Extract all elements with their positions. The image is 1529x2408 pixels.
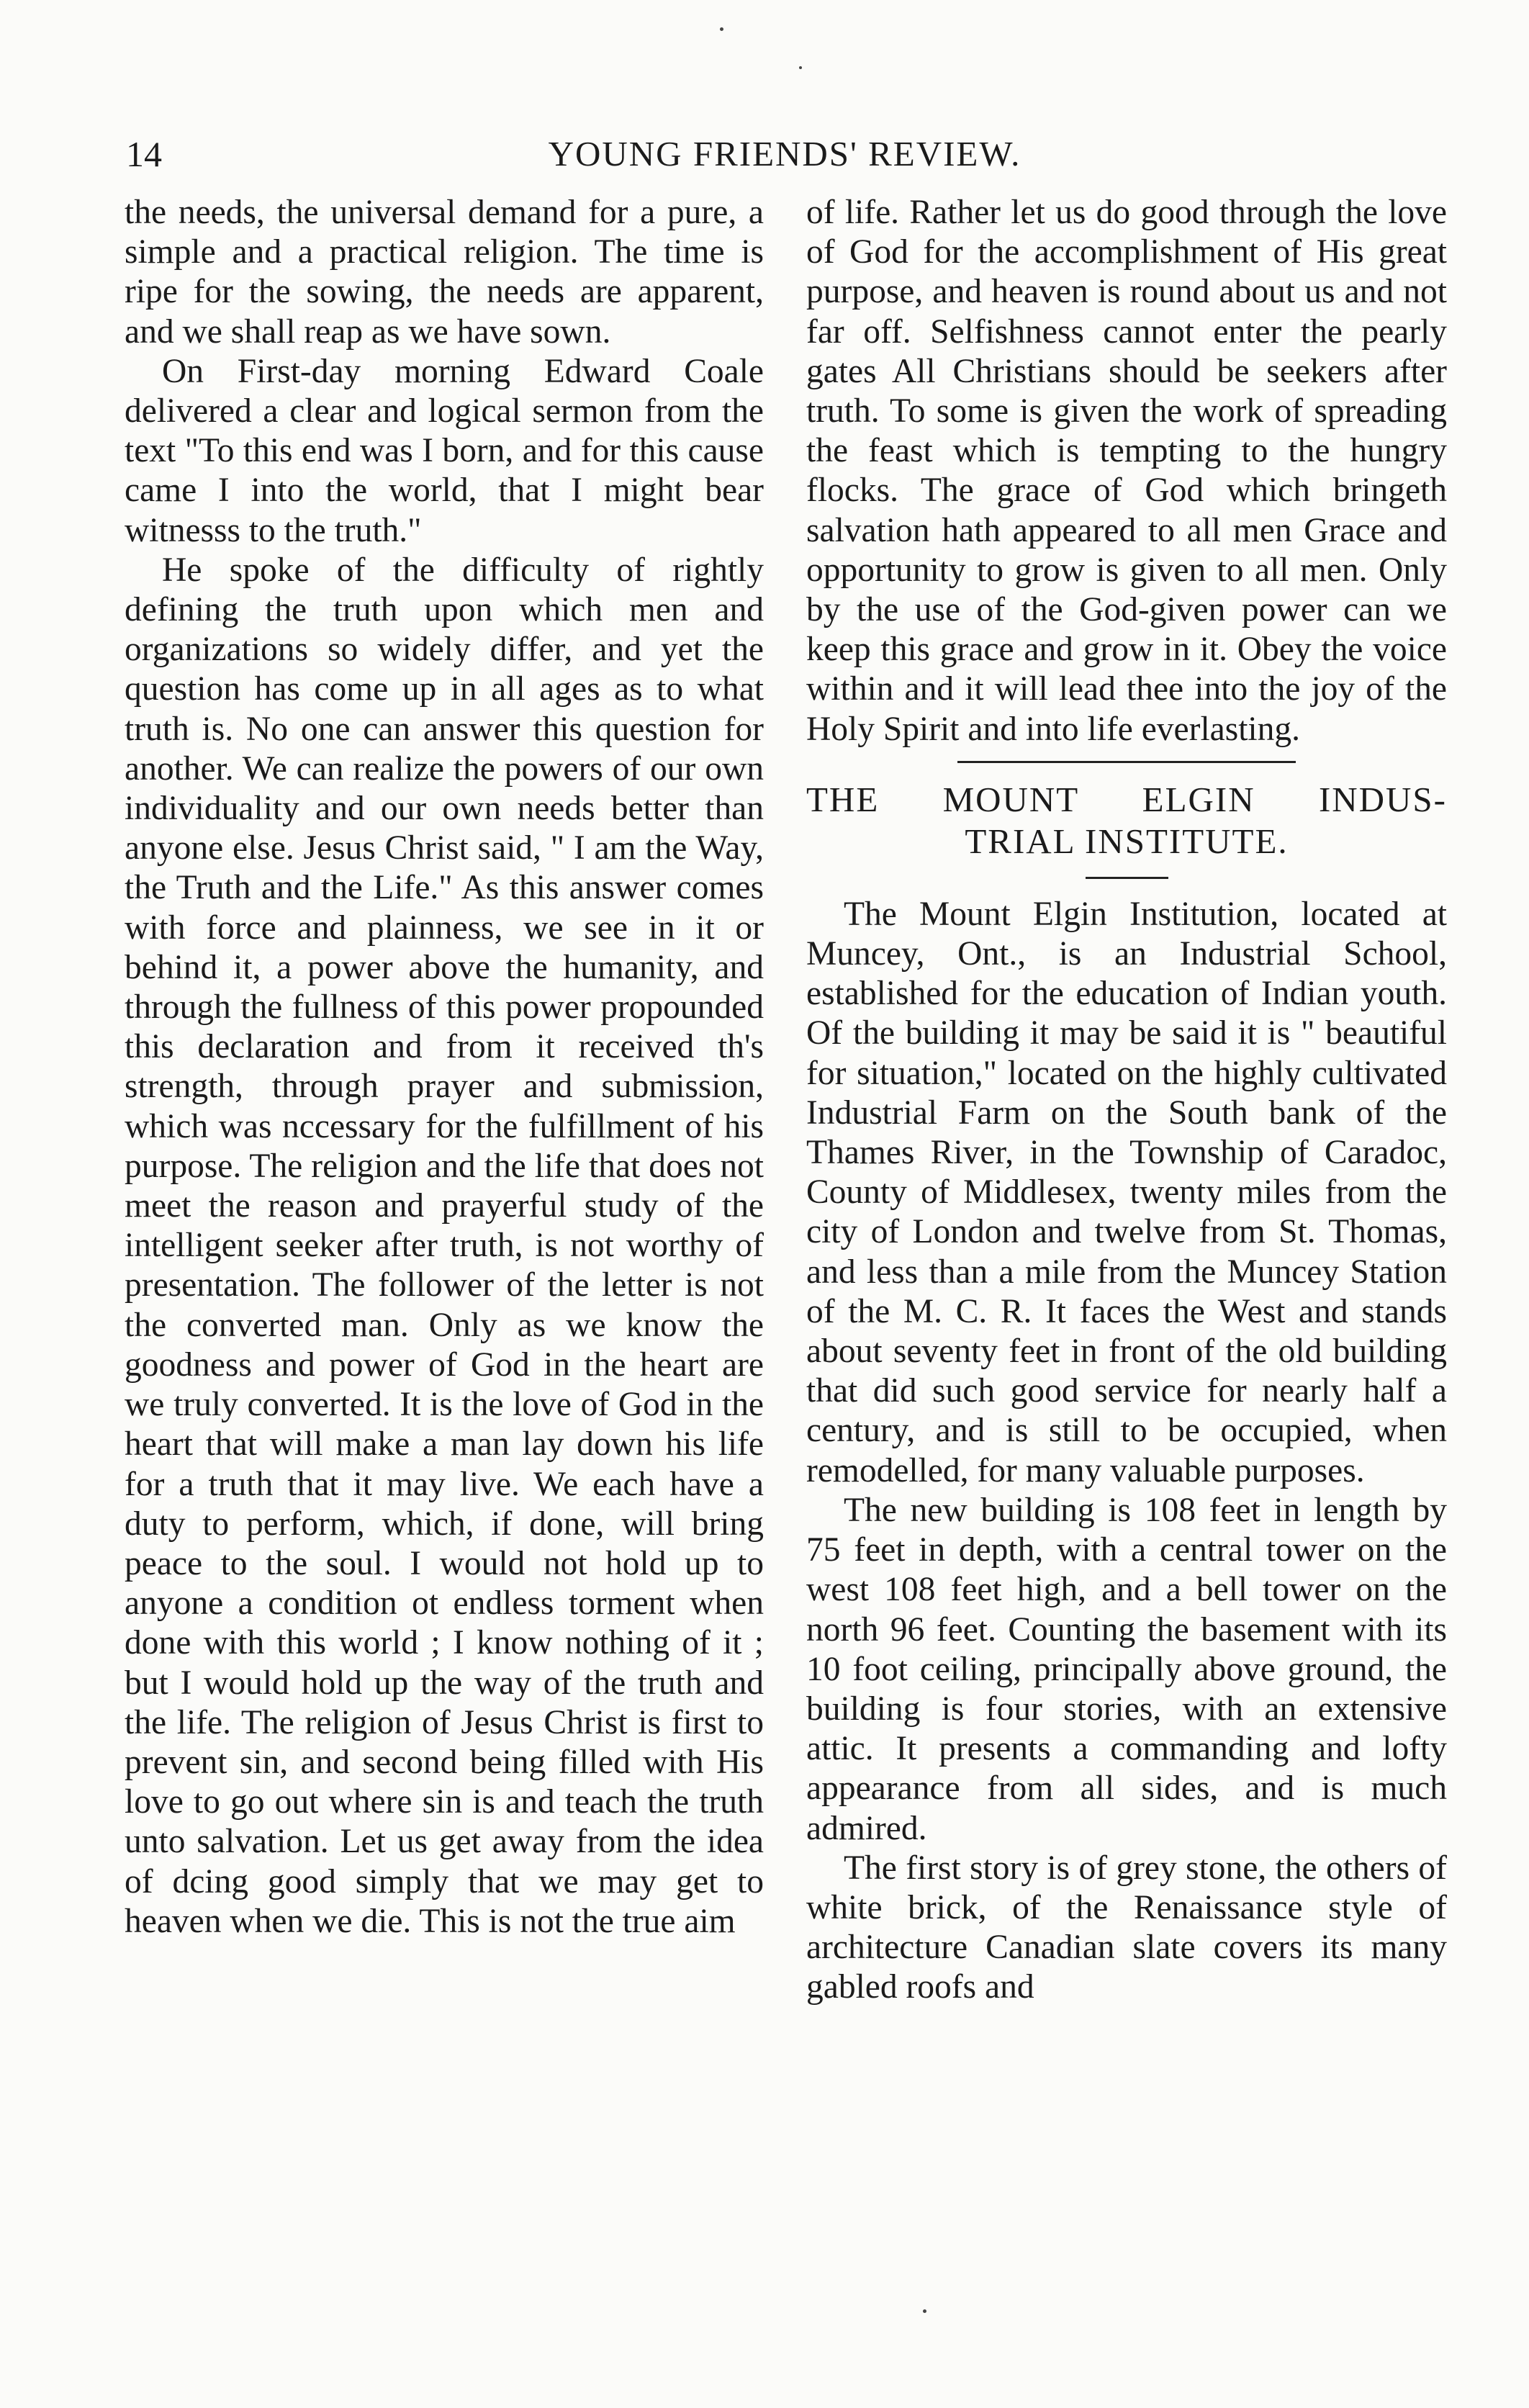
- paragraph-left-1: the needs, the universal demand for a pure, a simple and a practical religion. The time is ripe for the sowing, the needs are apparent, and we shall reap as we have sown.: [125, 194, 764, 351]
- article-heading: [806, 779, 1447, 862]
- paragraph-left-2: On First-day morning Edward Coale delivered a clear and logical sermon from the text "To this end was I born, and for this cause came I into the world, that I might bear witnesss to the truth.": [125, 352, 764, 549]
- scan-speck: [923, 2309, 926, 2313]
- paragraph-right-2: The new building is 108 feet in length by 75 feet in depth, with a central tower on the west 108 feet high, and a bell tower on the north 96 feet. Counting the basement with its 10 foot ceiling, principally above ground, the building is four stories, with an extensive attic. It presents a commanding and lofty appearance from all sides, and is much admired.: [806, 1491, 1447, 1847]
- article-heading-line-2: TRIAL INSTITUTE.: [965, 821, 1289, 861]
- paragraph-right-1: The Mount Elgin Institution, located at Muncey, Ont., is an Industrial School, established for the education of Indian youth. Of the building it may be said it is " beautiful for situation," located on the highly cultivated Industrial Farm on the South bank of the Thames River, in the Township of Caradoc, County of Middlesex, twenty miles from the city of London and twelve from St. Thomas, and less than a mile from the Muncey Station of the M. C. R. It faces the West and stands about seventy feet in front of the old building that did such good service for nearly half a century, and is still to be occupied, when remodelled, for many valuable purposes.: [806, 895, 1447, 1489]
- heading-divider: [1086, 877, 1168, 879]
- article-heading-line-1: THE MOUNT ELGIN INDUS-: [806, 779, 1447, 819]
- page-number: 14: [126, 134, 162, 174]
- scan-speck: [720, 27, 723, 31]
- paragraph-left-3: He spoke of the difficulty of rightly defining the truth upon which men and organizations so widely differ, and yet the question has come up in all ages as to what truth is. No one can answer this question for another. We can realize the powers of our own individuality and our own needs better than anyone else. Jesus Christ said, " I am the Way, the Truth and the Life." As this answer comes with force and plainness, we see in it or behind it, a power above the humanity, and through the fullness of this power propounded this declaration and from it received th's strength, through prayer and submission, which was nccessary for the fulfillment of his purpose. The religion and the life that does not meet the reason and prayerful study of the intelligent seeker after truth, is not worthy of presentation. The follower of the letter is not the converted man. Only as we know the goodness and power of God in the heart are we truly converted. It is the love of God in the heart that will make a man lay down his life for a truth that it may live. We each have a duty to perform, which, if done, will bring peace to the soul. I would not hold up to anyone a condition ot endless torment when done with this world ; I know nothing of it ; but I would hold up the way of the truth and the life. The religion of Jesus Christ is first to prevent sin, and second being filled with His love to go out where sin is and teach the truth unto salvation. Let us get away from the idea of dcing good simply that we may get to heaven when we die. This is not the true aim: [125, 551, 764, 1940]
- page-header: [126, 133, 1443, 184]
- running-title: YOUNG FRIENDS' REVIEW.: [548, 134, 1021, 173]
- section-divider: [957, 761, 1296, 763]
- paragraph-continuation: of life. Rather let us do good through the love of God for the accomplishment of His great purpose, and heaven is round about us and not far off. Selfishness cannot enter the pearly gates All Christians should be seekers after truth. To some is given the work of spreading the feast which is tempting to the hungry flocks. The grace of God which bringeth salvation hath appeared to all men Grace and opportunity to grow is given to all men. Only by the use of the God-given power can we keep this grace and grow in it. Obey the voice within and it will lead thee into the joy of the Holy Spirit and into life everlasting.: [806, 194, 1447, 748]
- right-column: [806, 193, 1447, 2008]
- paragraph-right-3: The first story is of grey stone, the others of white brick, of the Renaissance style of architecture Canadian slate covers its many gabled roofs and: [806, 1849, 1447, 2006]
- left-column: [125, 193, 764, 1942]
- scan-speck: [799, 66, 802, 69]
